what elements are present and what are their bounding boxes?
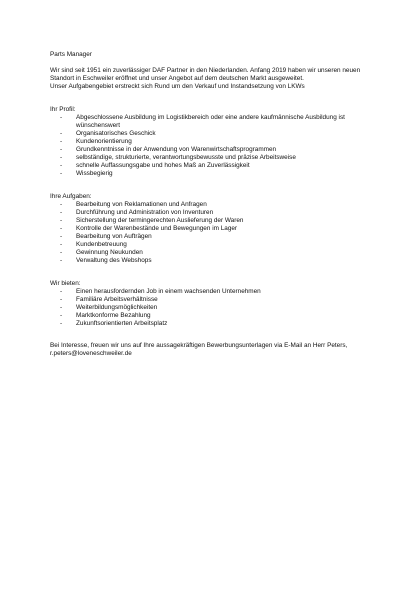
list-item: - Durchführung und Administration von Inventuren bbox=[50, 209, 380, 217]
profile-heading: Ihr Profil: bbox=[50, 106, 76, 114]
list-item: - Bearbeitung von Reklamationen und Anfragen bbox=[50, 201, 380, 209]
list-item: - Organisatorisches Geschick bbox=[50, 130, 380, 138]
closing-paragraph: Bei Interesse, freuen wir uns auf Ihre aussagekräftigen Bewerbungsunterlagen via E-Mail an Herr Peters, r.peters@loveneschweiler.de bbox=[50, 341, 348, 357]
offer-heading: Wir bieten: bbox=[50, 280, 81, 288]
list-item: - Kontrolle der Warenbestände und Bewegungen im Lager bbox=[50, 225, 380, 233]
list-item: - Abgeschlossene Ausbildung im Logistikbereich oder eine andere kaufmännische Ausbildung ist wünschenswert bbox=[50, 114, 380, 130]
intro-paragraph: Unser Aufgabengebiet erstreckt sich Rund um den Verkauf und Instandsetzung von LKWs bbox=[50, 82, 305, 90]
offer-list bbox=[50, 288, 380, 328]
list-item: - Gewinnung Neukunden bbox=[50, 249, 380, 257]
list-item: - Familiäre Arbeitsverhältnisse bbox=[50, 296, 380, 304]
list-item: - Marktkonforme Bezahlung bbox=[50, 312, 380, 320]
list-item: - Sicherstellung der termingerechten Auslieferung der Waren bbox=[50, 217, 380, 225]
list-item: - Einen herausfordernden Job in einem wachsenden Unternehmen bbox=[50, 288, 380, 296]
list-item: - Kundenbetreuung bbox=[50, 241, 380, 249]
list-item: - Bearbeitung von Aufträgen bbox=[50, 233, 380, 241]
job-posting-document bbox=[50, 51, 380, 357]
list-item: - Zukunftsorientierten Arbeitsplatz bbox=[50, 320, 380, 328]
intro-paragraph: Wir sind seit 1951 ein zuverlässiger DAF Partner in den Niederlanden. Anfang 2019 haben wir unseren neuen Standort in Eschweiler eröffnet und unser Angebot auf dem deutschen Markt ausgeweitet. bbox=[50, 66, 361, 82]
list-item: - selbständige, strukturierte, verantwortungsbewusste und präzise Arbeitsweise bbox=[50, 154, 380, 162]
list-item: - schnelle Auffassungsgabe und hohes Maß an Zuverlässigkeit bbox=[50, 162, 380, 170]
list-item: - Weiterbildungsmöglichkeiten bbox=[50, 304, 380, 312]
list-item: - Kundenorientierung bbox=[50, 138, 380, 146]
list-item: - Wissbegierig bbox=[50, 170, 380, 178]
list-item: - Grundkenntnisse in der Anwendung von Warenwirtschaftsprogrammen bbox=[50, 146, 380, 154]
intro-section bbox=[50, 67, 380, 91]
tasks-list bbox=[50, 201, 380, 264]
list-item: - Verwaltung des Webshops bbox=[50, 257, 380, 265]
tasks-heading: Ihre Aufgaben: bbox=[50, 193, 92, 201]
job-title: Parts Manager bbox=[50, 51, 92, 58]
profile-list bbox=[50, 114, 380, 177]
